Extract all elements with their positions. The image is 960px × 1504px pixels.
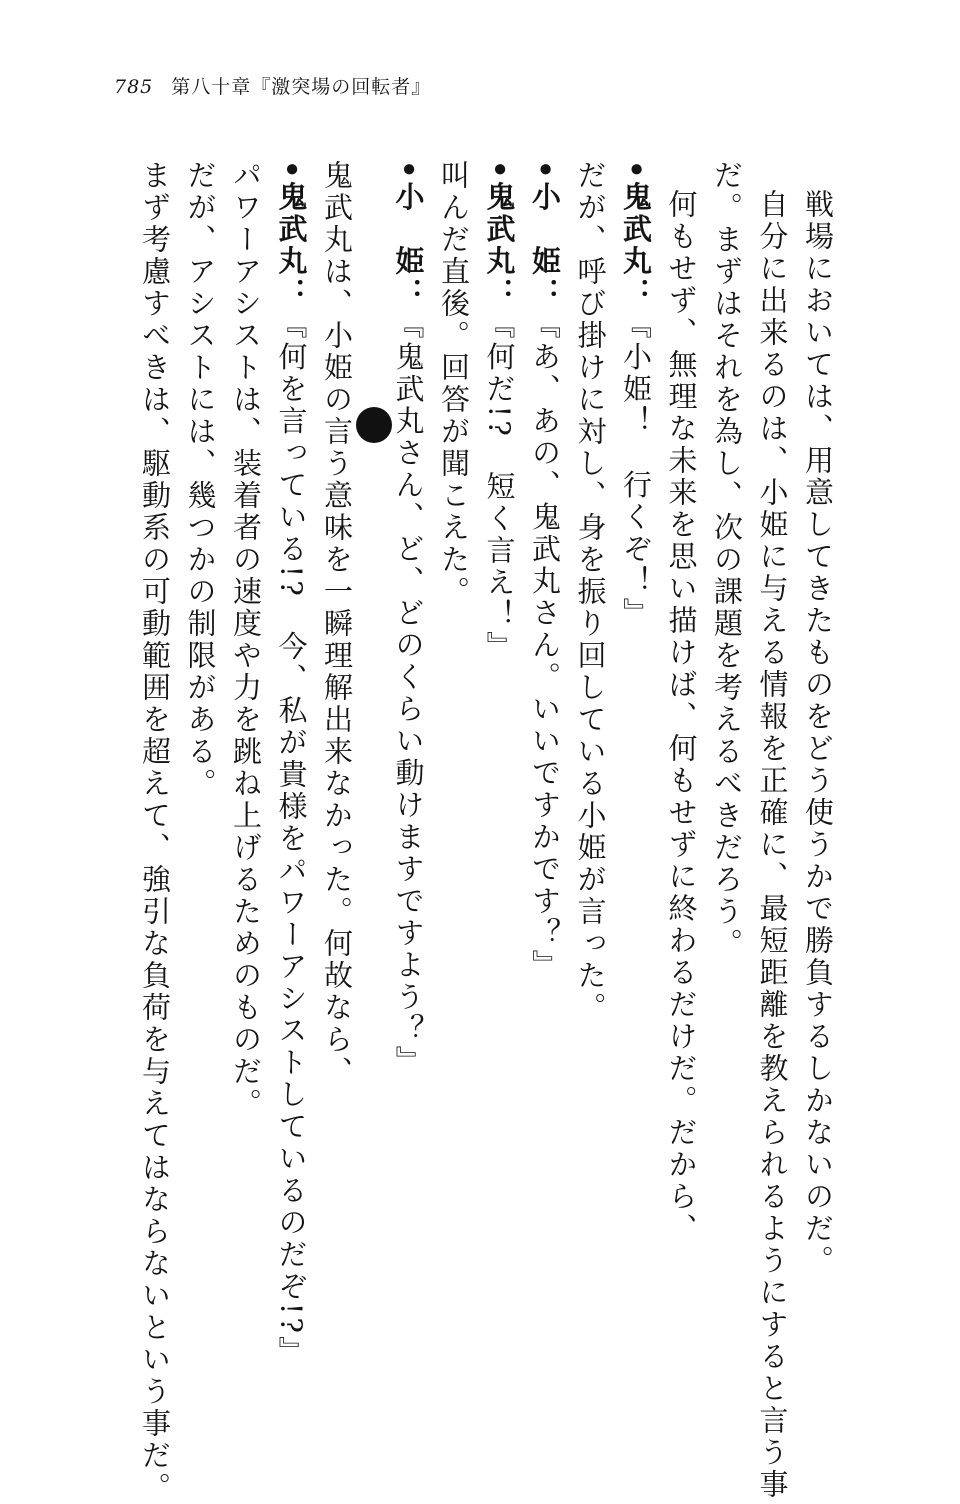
line-text: 『小姫！ 行くぞ！』 — [619, 309, 653, 630]
speaker-name: 鬼武丸： — [274, 181, 309, 310]
scene-break-gap — [359, 160, 385, 1310]
dialogue-line — [385, 160, 431, 1310]
speaker-name: 鬼武丸： — [619, 181, 653, 310]
dialogue-bullet: • — [482, 160, 517, 182]
text-line — [223, 160, 269, 1310]
text-line — [431, 160, 477, 1310]
speaker-name: 小 姫： — [391, 181, 426, 310]
page-number: 785 — [114, 76, 154, 98]
line-text: 『何だ!? 短く言え！』 — [482, 309, 517, 663]
text-line — [749, 160, 795, 1501]
line-text: 叫んだ直後。回答が聞こえた。 — [437, 160, 471, 608]
text-line — [658, 160, 704, 1310]
speaker-name: 小 姫： — [528, 181, 562, 310]
line-text: 『鬼武丸さん、ど、どのくらい動けますですよう？』 — [391, 309, 426, 1078]
dialogue-line — [522, 160, 568, 1310]
text-line — [567, 160, 613, 1310]
line-text: 自分に出来るのは、小姫に与える情報を正確に、最短距離を教えられるようにすると言う事 — [755, 189, 790, 1501]
dialogue-line — [476, 160, 522, 1310]
line-text: まず考慮すべきは、駆動系の可動範囲を超えて、強引な負荷を与えてはならないという事だ。 — [138, 160, 172, 1504]
line-text: 何もせず、無理な未来を思い描けば、何もせずに終わるだけだ。だから、 — [664, 189, 699, 1245]
dialogue-bullet: • — [619, 160, 653, 182]
line-text: 鬼武丸は、小姫の言う意味を一瞬理解出来なかった。何故なら、 — [320, 160, 354, 1088]
text-line — [132, 160, 178, 1504]
running-header — [114, 72, 431, 99]
text-line — [795, 160, 841, 1310]
line-text: 戦場においては、用意してきたものをどう使うかで勝負するしかないのだ。 — [801, 189, 835, 1277]
dialogue-bullet: • — [274, 160, 309, 182]
dialogue-line — [613, 160, 659, 1310]
line-text: だ。まずはそれを為し、次の課題を考えるべきだろう。 — [710, 160, 744, 960]
line-text: 『何を言っている!? 今、私が貴様をパワーアシストしているのだぞ!?』 — [274, 309, 309, 1368]
line-text: パワーアシストは、装着者の速度や力を跳ね上げるためのものだ。 — [229, 160, 263, 1120]
line-text: 『あ、あの、鬼武丸さん。いいですかです？』 — [528, 309, 562, 982]
text-line — [314, 160, 360, 1310]
text-line — [177, 160, 223, 1310]
scene-break-dot — [356, 407, 392, 443]
dialogue-bullet: • — [528, 160, 562, 182]
chapter-title: 第八十章『激突場の回転者』 — [171, 76, 432, 98]
text-line — [704, 160, 750, 1310]
dialogue-bullet: • — [391, 160, 426, 182]
line-text: だが、アシストには、幾つかの制限がある。 — [183, 160, 218, 800]
speaker-name: 鬼武丸： — [482, 181, 517, 310]
dialogue-line — [268, 160, 314, 1368]
vertical-body-text — [132, 160, 841, 1504]
line-text: だが、呼び掛けに対し、身を振り回している小姫が言った。 — [573, 160, 608, 1024]
